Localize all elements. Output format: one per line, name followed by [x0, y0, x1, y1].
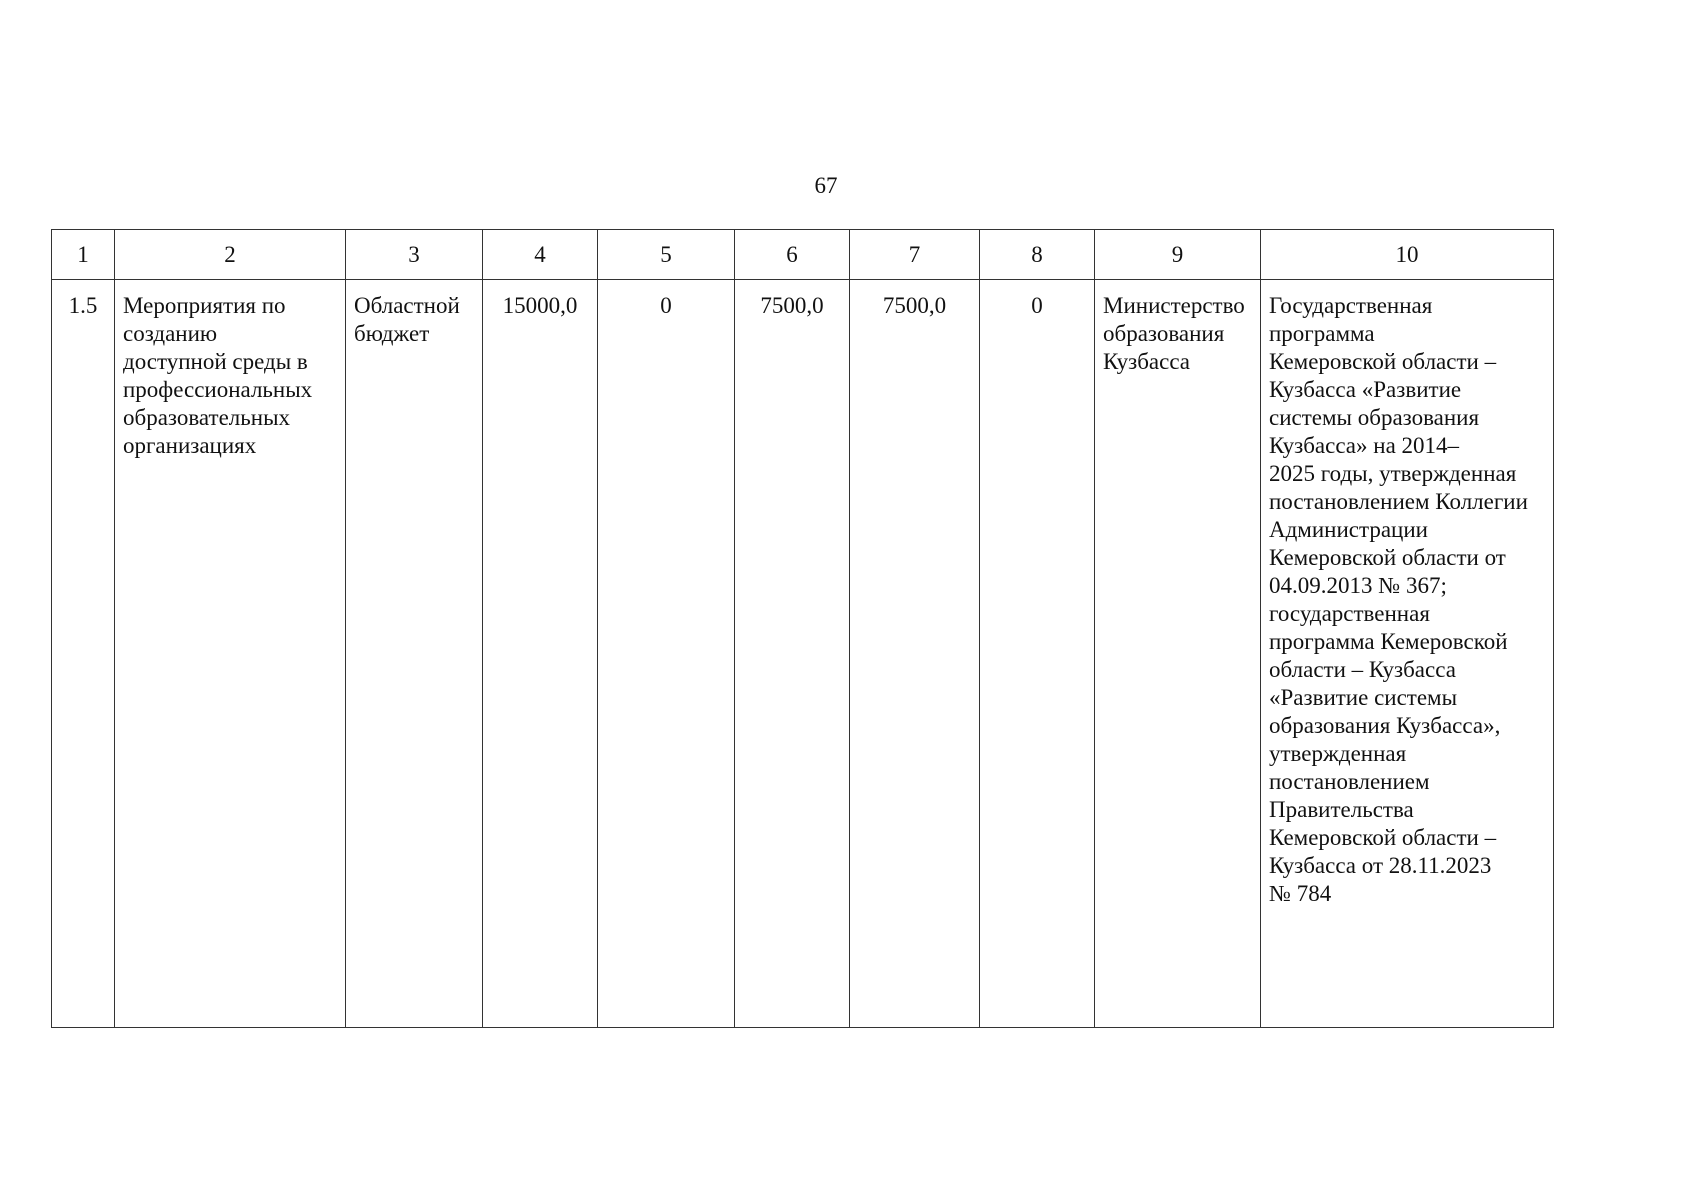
header-cell: 3: [346, 230, 483, 280]
total-amount-cell: 15000,0: [483, 280, 598, 1028]
executor-cell: Министерство образования Кузбасса: [1095, 280, 1261, 1028]
funding-source-cell: Областной бюджет: [346, 280, 483, 1028]
header-cell: 5: [598, 230, 735, 280]
page-number: 67: [814, 173, 838, 198]
header-cell: 1: [52, 230, 115, 280]
amount-col6-cell: 7500,0: [735, 280, 850, 1028]
header-cell: 9: [1095, 230, 1261, 280]
header-cell: 10: [1261, 230, 1554, 280]
amount-col8-cell: 0: [980, 280, 1095, 1028]
amount-col7-cell: 7500,0: [850, 280, 980, 1028]
header-cell: 4: [483, 230, 598, 280]
row-number-cell: 1.5: [52, 280, 115, 1028]
event-name-cell: Мероприятия по созданию доступной среды в профессиональных образовательных организациях: [115, 280, 346, 1028]
header-cell: 6: [735, 230, 850, 280]
header-cell: 7: [850, 230, 980, 280]
program-reference-cell: Государственная программа Кемеровской области – Кузбасса «Развитие системы образования Кузбасса» на 2014– 2025 годы, утвержденная постановлением Коллегии Администрации Кемеровской области от 04.09.2013 № 367; государственная программа Кемеровской области – Кузбасса «Развитие системы образования Кузбасса», утвержденная постановлением Правительства Кемеровской области – Кузбасса от 28.11.2023 № 784: [1261, 280, 1554, 1028]
amount-col5-cell: 0: [598, 280, 735, 1028]
header-cell: 8: [980, 230, 1095, 280]
program-table: [51, 229, 1554, 1028]
header-cell: 2: [115, 230, 346, 280]
table-header-row: [52, 230, 1554, 280]
table-row: [52, 280, 1554, 1028]
